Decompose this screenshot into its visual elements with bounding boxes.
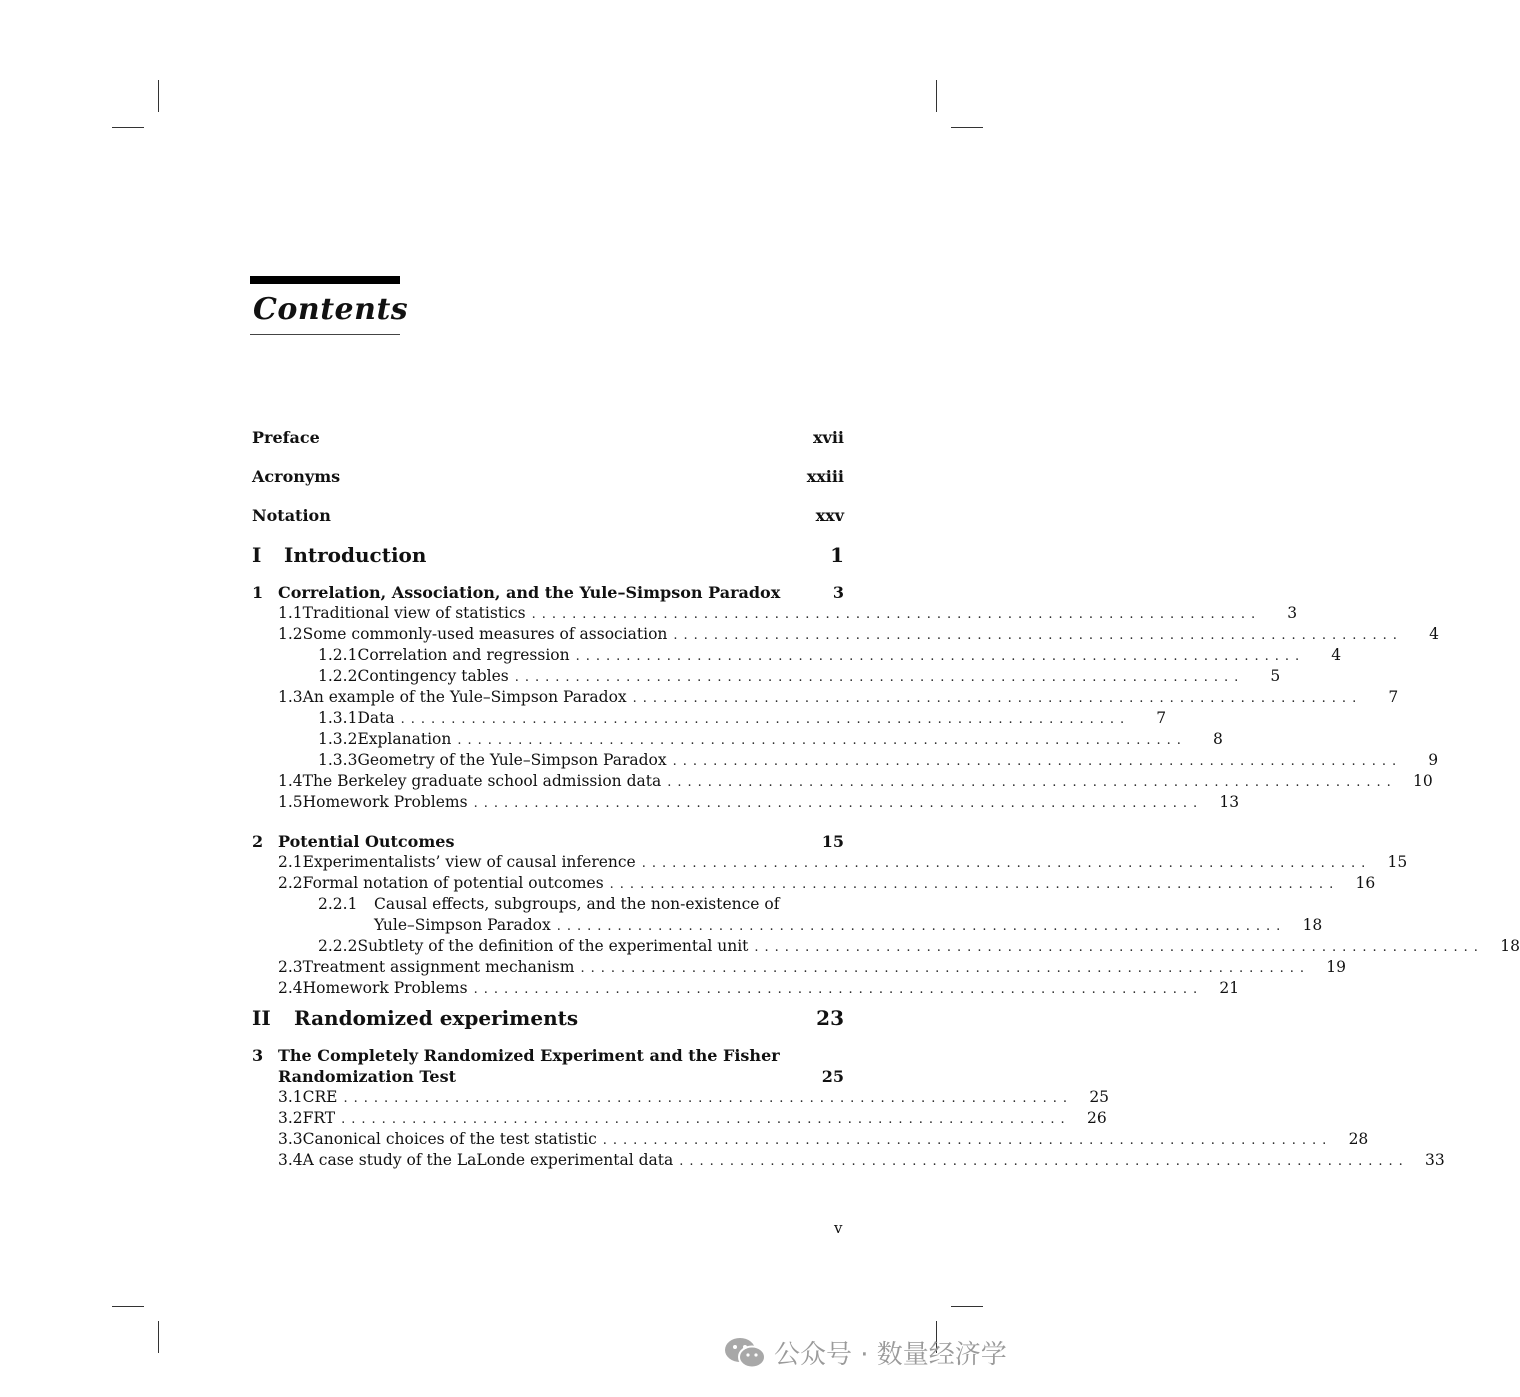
toc-chapter-number: 3 <box>252 1046 264 1065</box>
toc-spacer <box>252 814 844 832</box>
toc-section-title: Experimentalists’ view of causal inference <box>302 853 636 871</box>
toc-subsection-title: Causal effects, subgroups, and the non-existence of <box>374 895 780 913</box>
toc-subsection-number: 1.3.3 <box>318 751 358 769</box>
toc-subsection-title-cont: Yule–Simpson Paradox <box>374 916 551 934</box>
toc-section[interactable] <box>252 604 1298 625</box>
toc-page: 25 <box>1089 1088 1110 1106</box>
toc-chapter-title-cont: Randomization Test <box>278 1067 456 1086</box>
toc-page: 19 <box>1326 958 1346 976</box>
toc-title: Acronyms <box>252 467 341 486</box>
toc-leader-dots: ........................................................................ <box>673 628 1403 643</box>
toc-part-number: II <box>252 1006 271 1030</box>
toc-front-preface[interactable] <box>252 428 844 467</box>
toc-subsection-title: Subtlety of the definition of the experimental unit <box>357 937 749 955</box>
toc-subsection-number: 2.2.2 <box>318 937 358 955</box>
toc-subsection[interactable] <box>252 751 1439 772</box>
watermark <box>724 1334 1007 1371</box>
crop-mark <box>951 127 983 128</box>
toc-section-number: 1.4 <box>278 772 303 790</box>
toc-section[interactable] <box>252 793 1240 814</box>
toc-leader-dots: ........................................................................ <box>457 733 1187 748</box>
toc-page: xxiii <box>806 467 844 486</box>
toc-page: 16 <box>1355 874 1376 892</box>
toc-section[interactable] <box>252 625 1439 646</box>
toc-page: 33 <box>1425 1151 1445 1169</box>
toc-leader-dots: ........................................................................ <box>514 670 1245 685</box>
toc-page: 3 <box>832 583 844 602</box>
toc-section-title: CRE <box>302 1088 338 1106</box>
toc-page: 8 <box>1213 730 1223 748</box>
toc-leader-dots: ........................................................................ <box>341 1112 1071 1127</box>
toc-leader-dots: ........................................................................ <box>343 1091 1074 1106</box>
toc-leader-dots: ........................................................................ <box>667 775 1397 790</box>
toc-leader-dots: ........................................................................ <box>556 919 1287 934</box>
toc-chapter-2[interactable] <box>252 832 844 853</box>
toc-section[interactable] <box>252 1088 1110 1109</box>
toc-page: 25 <box>821 1067 844 1086</box>
page-heading: Contents <box>253 292 409 327</box>
toc-section[interactable] <box>252 772 1433 793</box>
toc-subsection-title: Explanation <box>357 730 452 748</box>
toc-section-number: 3.3 <box>278 1130 303 1148</box>
toc-chapter-number: 2 <box>252 832 264 851</box>
toc-section-title: Traditional view of statistics <box>302 604 526 622</box>
toc-section[interactable] <box>252 1130 1369 1151</box>
toc-section-number: 3.2 <box>278 1109 303 1127</box>
toc-section-number: 1.5 <box>278 793 303 811</box>
toc-page: 10 <box>1413 772 1433 790</box>
toc-page: 15 <box>821 832 844 851</box>
toc-page: 3 <box>1287 604 1298 622</box>
toc-leader-dots: ........................................................................ <box>400 712 1131 727</box>
toc-part-title: Randomized experiments <box>294 1006 579 1030</box>
toc-section-number: 1.3 <box>278 688 303 706</box>
toc-section-title: The Berkeley graduate school admission data <box>302 772 662 790</box>
toc-subsection[interactable] <box>252 667 1281 688</box>
toc-subsection[interactable] <box>252 730 1223 751</box>
toc-section-title: A case study of the LaLonde experimental data <box>302 1151 674 1169</box>
toc-section-number: 2.3 <box>278 958 303 976</box>
toc-subsection-number: 1.3.2 <box>318 730 358 748</box>
toc-front-acronyms[interactable] <box>252 467 844 506</box>
toc-leader-dots: ........................................................................ <box>754 940 1484 955</box>
toc-part-2[interactable] <box>252 1006 844 1046</box>
toc-subsection-title: Data <box>357 709 395 727</box>
toc-page: xxv <box>815 506 844 525</box>
toc-chapter-title-continuation[interactable] <box>252 1067 844 1088</box>
toc-subsection-title: Correlation and regression <box>357 646 570 664</box>
toc-leader-dots: ........................................................................ <box>609 877 1340 892</box>
toc-subsection-number: 2.2.1 <box>318 895 358 913</box>
watermark-text: 公众号 · 数量经济学 <box>774 1340 1007 1370</box>
toc-leader-dots: ........................................................................ <box>632 691 1363 706</box>
toc-page: 7 <box>1388 688 1399 706</box>
crop-mark <box>951 1306 983 1307</box>
toc-chapter-title: Correlation, Association, and the Yule–Simpson Paradox <box>278 583 781 602</box>
toc-leader-dots: ........................................................................ <box>580 961 1310 976</box>
wechat-icon <box>724 1336 766 1370</box>
toc-chapter-number: 1 <box>252 583 264 602</box>
page-number: v <box>834 1219 843 1237</box>
toc-section-title: An example of the Yule–Simpson Paradox <box>302 688 627 706</box>
toc-leader-dots: ........................................................................ <box>679 1154 1409 1169</box>
toc-section-title: Canonical choices of the test statistic <box>302 1130 597 1148</box>
toc-page: 28 <box>1348 1130 1369 1148</box>
toc-section[interactable] <box>252 958 1346 979</box>
toc-section-number: 1.1 <box>278 604 303 622</box>
toc-section[interactable] <box>252 688 1399 709</box>
toc-page: 13 <box>1219 793 1240 811</box>
crop-mark <box>112 1306 144 1307</box>
toc-page: 21 <box>1219 979 1240 997</box>
toc-page: xvii <box>813 428 844 447</box>
toc-section[interactable] <box>252 1109 1107 1130</box>
toc-section-title: FRT <box>302 1109 336 1127</box>
toc-title: Notation <box>252 506 331 525</box>
toc-section[interactable] <box>252 853 1408 874</box>
toc-section-number: 1.2 <box>278 625 303 643</box>
toc-page: 26 <box>1086 1109 1107 1127</box>
toc-chapter-title: Potential Outcomes <box>278 832 455 851</box>
crop-mark <box>158 1321 159 1353</box>
toc-part-title: Introduction <box>284 543 427 567</box>
toc-subsection-continuation[interactable] <box>252 916 1323 937</box>
toc-section[interactable] <box>252 874 1376 895</box>
heading-rule-bottom <box>250 334 400 335</box>
toc-leader-dots: ........................................................................ <box>531 607 1262 622</box>
toc-chapter-1[interactable] <box>252 583 844 604</box>
toc-part-number: I <box>252 543 262 567</box>
toc-page: 9 <box>1428 751 1439 769</box>
crop-mark <box>158 80 159 112</box>
toc-subsection-number: 1.2.2 <box>318 667 358 685</box>
toc-section[interactable] <box>252 1151 1445 1172</box>
toc-chapter-title: The Completely Randomized Experiment and the Fisher <box>278 1046 780 1065</box>
toc-subsection[interactable] <box>252 937 1520 958</box>
toc-leader-dots: ........................................................................ <box>602 1133 1333 1148</box>
toc-leader-dots: ........................................................................ <box>672 754 1403 769</box>
table-of-contents <box>252 428 1520 1172</box>
toc-section-title: Some commonly-used measures of association <box>302 625 668 643</box>
toc-leader-dots: ........................................................................ <box>575 649 1306 664</box>
toc-page: 18 <box>1500 937 1520 955</box>
toc-page: 18 <box>1302 916 1323 934</box>
toc-subsection-title: Geometry of the Yule–Simpson Paradox <box>357 751 667 769</box>
toc-leader-dots: ........................................................................ <box>473 982 1204 997</box>
toc-subsection-number: 1.3.1 <box>318 709 358 727</box>
toc-section-title: Homework Problems <box>302 793 468 811</box>
toc-section-title: Homework Problems <box>302 979 468 997</box>
toc-page: 23 <box>816 1006 844 1030</box>
toc-subsection[interactable] <box>252 895 844 916</box>
toc-subsection[interactable] <box>252 646 1342 667</box>
toc-section-title: Formal notation of potential outcomes <box>302 874 604 892</box>
toc-section[interactable] <box>252 979 1240 1000</box>
toc-leader-dots: ........................................................................ <box>641 856 1372 871</box>
toc-page: 4 <box>1429 625 1439 643</box>
toc-section-title: Treatment assignment mechanism <box>302 958 575 976</box>
toc-page: 7 <box>1156 709 1167 727</box>
toc-subsection[interactable] <box>252 709 1167 730</box>
toc-subsection-number: 1.2.1 <box>318 646 358 664</box>
crop-mark <box>112 127 144 128</box>
toc-leader-dots: ........................................................................ <box>473 796 1204 811</box>
toc-page: 4 <box>1331 646 1342 664</box>
toc-page: 1 <box>830 543 844 567</box>
toc-section-number: 2.1 <box>278 853 303 871</box>
toc-subsection-title: Contingency tables <box>357 667 509 685</box>
toc-section-number: 2.2 <box>278 874 303 892</box>
toc-part-1[interactable] <box>252 543 844 583</box>
toc-page: 5 <box>1270 667 1281 685</box>
heading-rule-top <box>250 276 400 284</box>
toc-section-number: 3.4 <box>278 1151 303 1169</box>
toc-section-number: 2.4 <box>278 979 303 997</box>
toc-chapter-3[interactable] <box>252 1046 844 1067</box>
crop-mark <box>936 80 937 112</box>
toc-page: 15 <box>1387 853 1408 871</box>
toc-section-number: 3.1 <box>278 1088 303 1106</box>
toc-front-notation[interactable] <box>252 506 844 543</box>
toc-title: Preface <box>252 428 320 447</box>
